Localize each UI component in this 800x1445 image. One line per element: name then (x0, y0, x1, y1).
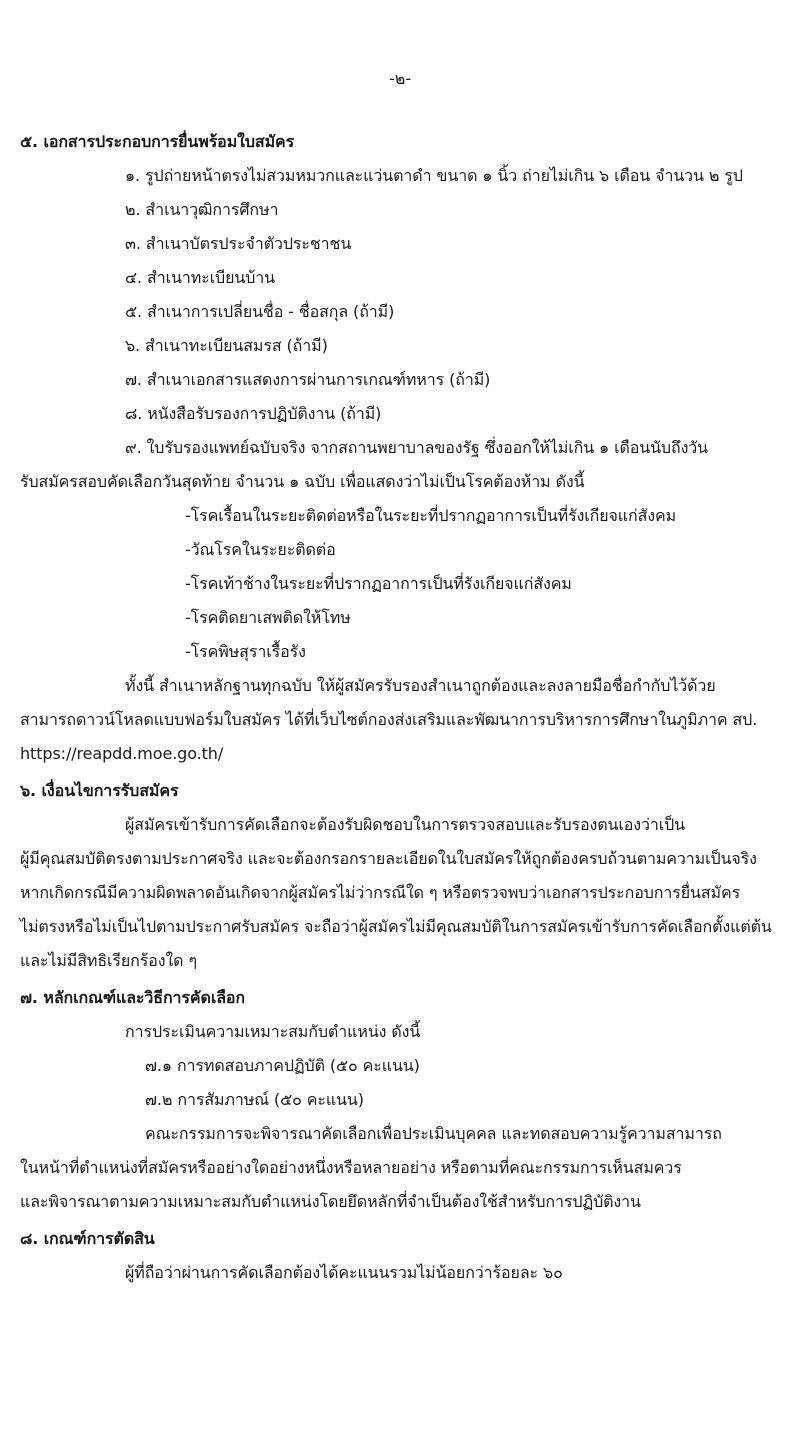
disease-3: -โรคเท้าช้างในระยะที่ปรากฏอาการเป็นที่รังเกียจแก่สังคม (185, 574, 572, 593)
sec6-line-3: หากเกิดกรณีมีความผิดพลาดอันเกิดจากผู้สมัครไม่ว่ากรณีใด ๆ หรือตรวจพบว่าเอกสารประกอบการยื่นสมัคร (20, 883, 741, 902)
sec5-note-line-1: ทั้งนี้ สำเนาหลักฐานทุกฉบับ ให้ผู้สมัครรับรองสำเนาถูกต้องและลงลายมือชื่อกำกับไว้ด้วย (125, 676, 716, 695)
sec5-item-8: ๘. หนังสือรับรองการปฏิบัติงาน (ถ้ามี) (125, 404, 382, 423)
sec5-item-1: ๑. รูปถ่ายหน้าตรงไม่สวมหมวกและแว่นตาดำ ขนาด ๑ นิ้ว ถ่ายไม่เกิน ๖ เดือน จำนวน ๒ รูป (125, 166, 743, 185)
sec7-line-3: และพิจารณาตามความเหมาะสมกับตำแหน่งโดยยึดหลักที่จำเป็นต้องใช้สำหรับการปฏิบัติงาน (20, 1192, 641, 1211)
sec7-line-2: ในหน้าที่ตำแหน่งที่สมัครหรืออย่างใดอย่างหนึ่งหรือหลายอย่าง หรือตามที่คณะกรรมการเห็นสมควร (20, 1158, 682, 1177)
section-7-heading: ๗. หลักเกณฑ์และวิธีการคัดเลือก (20, 988, 245, 1007)
section-8-heading: ๘. เกณฑ์การตัดสิน (20, 1229, 155, 1248)
sec5-item-9-line-2: รับสมัครสอบคัดเลือกวันสุดท้าย จำนวน ๑ ฉบับ เพื่อแสดงว่าไม่เป็นโรคต้องห้าม ดังนี้ (20, 472, 585, 491)
sec5-item-7: ๗. สำเนาเอกสารแสดงการผ่านการเกณฑ์ทหาร (ถ้ามี) (125, 370, 491, 389)
section-5-heading: ๕. เอกสารประกอบการยื่นพร้อมใบสมัคร (20, 132, 295, 151)
sec6-line-2: ผู้มีคุณสมบัติตรงตามประกาศจริง และจะต้องกรอกรายละเอียดในใบสมัครให้ถูกต้องครบถ้วนตามความเป็นจริง (20, 849, 757, 868)
disease-4: -โรคติดยาเสพติดให้โทษ (185, 608, 351, 627)
page-number: -๒- (389, 69, 411, 88)
sec5-item-2: ๒. สำเนาวุฒิการศึกษา (125, 200, 279, 219)
sec6-line-1: ผู้สมัครเข้ารับการคัดเลือกจะต้องรับผิดชอบในการตรวจสอบและรับรองตนเองว่าเป็น (125, 815, 685, 834)
sec5-item-6: ๖. สำเนาทะเบียนสมรส (ถ้ามี) (125, 336, 328, 355)
sec5-note-line-2: สามารถดาวน์โหลดแบบฟอร์มใบสมัคร ได้ที่เว็บไซต์กองส่งเสริมและพัฒนาการบริหารการศึกษาในภูมิภาค สป. (20, 710, 758, 729)
sec8-text: ผู้ที่ถือว่าผ่านการคัดเลือกต้องได้คะแนนรวมไม่น้อยกว่าร้อยละ ๖๐ (125, 1263, 563, 1282)
disease-5: -โรคพิษสุราเรื้อรัง (185, 642, 306, 661)
sec6-line-4: ไม่ตรงหรือไม่เป็นไปตามประกาศรับสมัคร จะถือว่าผู้สมัครไม่มีคุณสมบัติในการสมัครเข้ารับการคัดเลือกตั้งแต่ต้น (20, 917, 772, 936)
sec6-line-5: และไม่มีสิทธิเรียกร้องใด ๆ (20, 951, 197, 970)
sec7-line-1: คณะกรรมการจะพิจารณาคัดเลือกเพื่อประเมินบุคคล และทดสอบความรู้ความสามารถ (145, 1124, 722, 1143)
download-url: https://reapdd.moe.go.th/ (20, 744, 224, 763)
sec5-item-3: ๓. สำเนาบัตรประจำตัวประชาชน (125, 234, 352, 253)
section-6-heading: ๖. เงื่อนไขการรับสมัคร (20, 781, 179, 800)
sec7-sub-1: ๗.๑ การทดสอบภาคปฏิบัติ (๕๐ คะแนน) (145, 1056, 420, 1075)
sec5-item-4: ๔. สำเนาทะเบียนบ้าน (125, 268, 275, 287)
sec5-item-5: ๕. สำเนาการเปลี่ยนชื่อ - ชื่อสกุล (ถ้ามี) (125, 302, 395, 321)
sec7-intro: การประเมินความเหมาะสมกับตำแหน่ง ดังนี้ (125, 1022, 421, 1041)
sec5-item-9-line-1: ๙. ใบรับรองแพทย์ฉบับจริง จากสถานพยาบาลของรัฐ ซึ่งออกให้ไม่เกิน ๑ เดือนนับถึงวัน (125, 438, 709, 457)
disease-2: -วัณโรคในระยะติดต่อ (185, 540, 336, 559)
disease-1: -โรคเรื้อนในระยะติดต่อหรือในระยะที่ปรากฏอาการเป็นที่รังเกียจแก่สังคม (185, 506, 677, 525)
sec7-sub-2: ๗.๒ การสัมภาษณ์ (๕๐ คะแนน) (145, 1090, 364, 1109)
